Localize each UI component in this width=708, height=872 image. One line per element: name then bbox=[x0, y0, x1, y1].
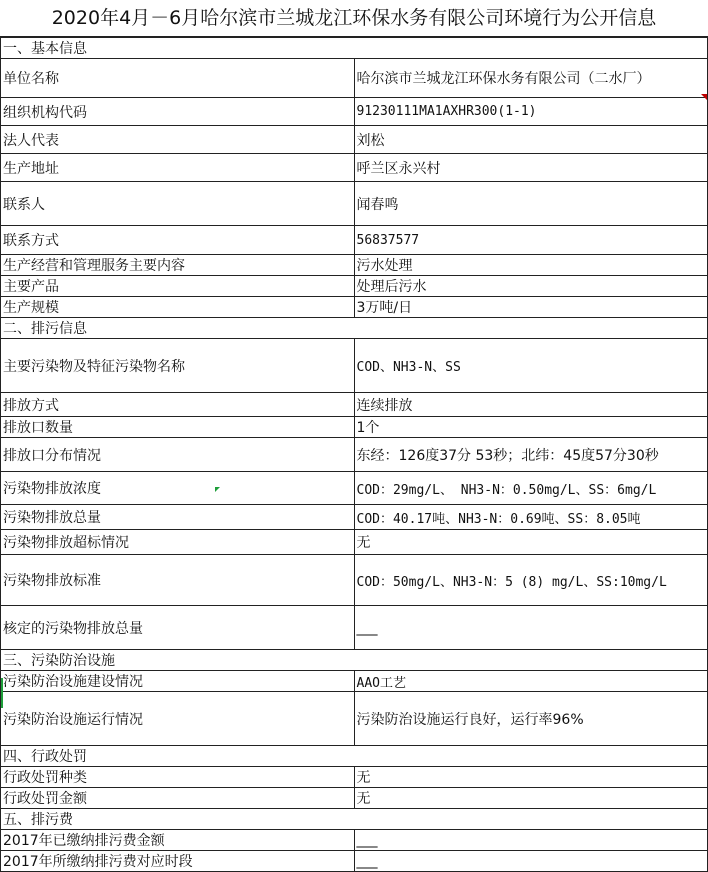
table-row bbox=[1, 126, 708, 154]
table-row bbox=[1, 671, 708, 692]
cell-label[interactable]: 核定的污染物排放总量 bbox=[1, 606, 355, 650]
section-row bbox=[1, 318, 708, 339]
cell-label[interactable]: 生产地址 bbox=[1, 154, 355, 182]
section-row bbox=[1, 809, 708, 830]
cell-label[interactable]: 主要污染物及特征污染物名称 bbox=[1, 339, 355, 393]
table-row bbox=[1, 530, 708, 555]
table-row bbox=[1, 767, 708, 788]
cell-value[interactable]: 无 bbox=[354, 788, 708, 809]
cell-value[interactable]: ___ bbox=[354, 830, 708, 851]
cell-value[interactable]: COD：50mg/L、NH3-N：5 (8) mg/L、SS:10mg/L bbox=[354, 555, 708, 606]
cell-label[interactable]: 污染防治设施建设情况 bbox=[1, 671, 355, 692]
cell-value[interactable]: 56837577 bbox=[354, 226, 708, 255]
cell-value[interactable]: COD：40.17吨、NH3-N：0.69吨、SS：8.05吨 bbox=[354, 505, 708, 530]
table-row bbox=[1, 606, 708, 650]
cell-label[interactable]: 主要产品 bbox=[1, 276, 355, 297]
comment-indicator[interactable] bbox=[701, 94, 707, 100]
cell-value[interactable]: 呼兰区永兴村 bbox=[354, 154, 708, 182]
cell-value[interactable]: 刘松 bbox=[354, 126, 708, 154]
table-row bbox=[1, 472, 708, 505]
cell-value[interactable]: 无 bbox=[354, 530, 708, 555]
table-row bbox=[1, 393, 708, 417]
cell-value[interactable]: 污染防治设施运行良好，运行率96% bbox=[354, 692, 708, 746]
cell-label[interactable]: 组织机构代码 bbox=[1, 98, 355, 126]
table-row bbox=[1, 255, 708, 276]
cell-label[interactable]: 污染防治设施运行情况 bbox=[1, 692, 355, 746]
table-row bbox=[1, 851, 708, 872]
table-row bbox=[1, 154, 708, 182]
cell-label[interactable]: 2017年所缴纳排污费对应时段 bbox=[1, 851, 355, 872]
table-row bbox=[1, 98, 708, 126]
table-row bbox=[1, 59, 708, 98]
cell-label[interactable]: 法人代表 bbox=[1, 126, 355, 154]
table-row bbox=[1, 276, 708, 297]
table-row bbox=[1, 226, 708, 255]
section-prevention: 三、污染防治设施 bbox=[1, 650, 708, 671]
cell-value[interactable]: 1个 bbox=[354, 417, 708, 438]
section-emission: 二、排污信息 bbox=[1, 318, 708, 339]
table-row bbox=[1, 182, 708, 226]
table-row bbox=[1, 438, 708, 472]
table-row bbox=[1, 505, 708, 530]
cell-selection-edge bbox=[1, 678, 3, 708]
cell-label[interactable]: 2017年已缴纳排污费金额 bbox=[1, 830, 355, 851]
cell-value[interactable]: 污水处理 bbox=[354, 255, 708, 276]
cell-value[interactable]: 无 bbox=[354, 767, 708, 788]
cell-label[interactable]: 排放口数量 bbox=[1, 417, 355, 438]
cell-label[interactable]: 排放方式 bbox=[1, 393, 355, 417]
cell-value[interactable]: 处理后污水 bbox=[354, 276, 708, 297]
table-row bbox=[1, 830, 708, 851]
table-row bbox=[1, 417, 708, 438]
section-basic: 一、基本信息 bbox=[1, 38, 708, 59]
table-row bbox=[1, 788, 708, 809]
cell-value[interactable]: COD：29mg/L、 NH3-N：0.50mg/L、SS：6mg/L bbox=[354, 472, 708, 505]
table-row bbox=[1, 555, 708, 606]
section-row bbox=[1, 746, 708, 767]
cell-label[interactable]: 污染物排放总量 bbox=[1, 505, 355, 530]
cell-label[interactable]: 生产规模 bbox=[1, 297, 355, 318]
section-row bbox=[1, 38, 708, 59]
table-row bbox=[1, 297, 708, 318]
cell-label[interactable]: 污染物排放浓度 bbox=[1, 472, 355, 505]
cell-value[interactable]: AAO工艺 bbox=[354, 671, 708, 692]
cell-value[interactable]: 连续排放 bbox=[354, 393, 708, 417]
cell-value[interactable]: 3万吨/日 bbox=[354, 297, 708, 318]
cell-value[interactable]: ___ bbox=[354, 851, 708, 872]
cell-label[interactable]: 污染物排放标准 bbox=[1, 555, 355, 606]
cell-label[interactable]: 行政处罚种类 bbox=[1, 767, 355, 788]
cell-label[interactable]: 生产经营和管理服务主要内容 bbox=[1, 255, 355, 276]
cell-value[interactable]: COD、NH3-N、SS bbox=[354, 339, 708, 393]
cell-value[interactable]: 闻春鸣 bbox=[354, 182, 708, 226]
cell-label[interactable]: 排放口分布情况 bbox=[1, 438, 355, 472]
cell-label[interactable]: 污染物排放超标情况 bbox=[1, 530, 355, 555]
cell-label[interactable]: 联系方式 bbox=[1, 226, 355, 255]
cell-label[interactable]: 单位名称 bbox=[1, 59, 355, 98]
cell-value[interactable]: ___ bbox=[354, 606, 708, 650]
cell-label[interactable]: 行政处罚金额 bbox=[1, 788, 355, 809]
info-table bbox=[0, 37, 708, 872]
error-indicator[interactable] bbox=[215, 487, 220, 492]
cell-value[interactable]: 哈尔滨市兰城龙江环保水务有限公司（二水厂） bbox=[354, 59, 708, 98]
section-fee: 五、排污费 bbox=[1, 809, 708, 830]
cell-value[interactable]: 91230111MA1AXHR300(1-1) bbox=[354, 98, 708, 126]
table-row bbox=[1, 692, 708, 746]
cell-label[interactable]: 联系人 bbox=[1, 182, 355, 226]
page-title: 2020年4月－6月哈尔滨市兰城龙江环保水务有限公司环境行为公开信息 bbox=[0, 0, 708, 37]
table-row bbox=[1, 339, 708, 393]
section-penalty: 四、行政处罚 bbox=[1, 746, 708, 767]
section-row bbox=[1, 650, 708, 671]
cell-value[interactable]: 东经：126度37分 53秒；北纬：45度57分30秒 bbox=[354, 438, 708, 472]
